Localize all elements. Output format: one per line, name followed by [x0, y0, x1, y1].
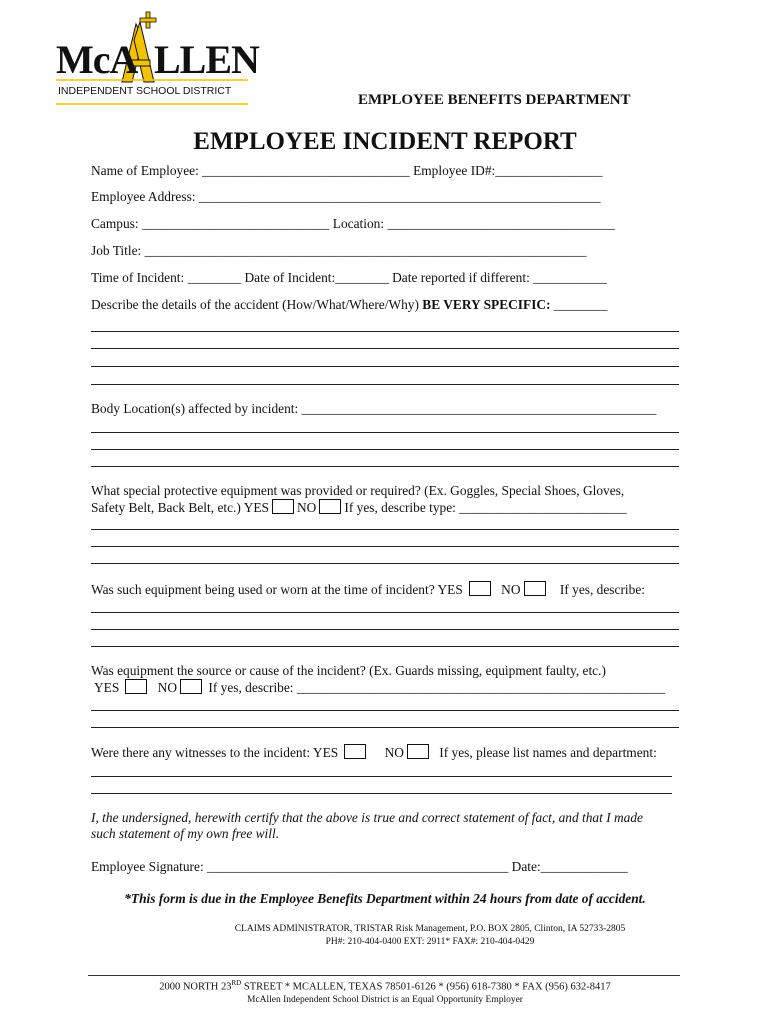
equipment-source-no-label: NO	[157, 680, 178, 695]
logo-wordmark-left: McA	[56, 37, 138, 82]
logo-wordmark-right: LLEN	[154, 37, 259, 82]
equipment-source-describe-field[interactable]: If yes, describe: _______________________________________________________	[208, 680, 666, 695]
body-location-line-2[interactable]	[91, 449, 679, 450]
equipment-source-question: Was equipment the source or cause of the incident? (Ex. Guards missing, equipment faulty, etc.)	[91, 663, 606, 678]
address-ordinal: RD	[231, 979, 242, 987]
witnesses-describe: If yes, please list names and department:	[439, 745, 657, 760]
ppe-answer-row	[91, 499, 627, 516]
body-location-field[interactable]: Body Location(s) affected by incident: _____________________________________________________	[91, 401, 657, 416]
ppe-question: What special protective equipment was provided or required? (Ex. Goggles, Special Shoes, Gloves,	[91, 483, 625, 498]
footer-rule	[88, 975, 680, 976]
equipment-used-describe: If yes, describe:	[559, 582, 646, 597]
equipment-used-line-2[interactable]	[91, 629, 679, 630]
district-logo	[48, 10, 259, 108]
ppe-line-2[interactable]	[91, 546, 679, 547]
equipment-source-yes-checkbox[interactable]	[125, 679, 147, 694]
equipment-used-no-checkbox[interactable]	[524, 581, 546, 596]
district-address	[0, 979, 770, 993]
equipment-used-line-3[interactable]	[91, 646, 679, 647]
address-rest: STREET * MCALLEN, TEXAS 78501-6126 * (956) 618-7380 * FAX (956) 632-8417	[241, 981, 611, 993]
claims-phone: PH#: 210-404-0400 EXT: 2911* FAX#: 210-404-0429	[325, 937, 535, 947]
ppe-line-3[interactable]	[91, 563, 679, 564]
witnesses-line-1[interactable]	[91, 776, 672, 777]
equipment-source-line-1[interactable]	[91, 710, 679, 711]
details-line-2[interactable]	[91, 348, 679, 349]
witnesses-no-checkbox[interactable]	[407, 744, 429, 759]
signature-date-field[interactable]: Employee Signature: _____________________________________________ Date:_____________	[91, 859, 628, 874]
equipment-source-yes-label: YES	[94, 680, 120, 695]
details-prompt-emphasis: BE VERY SPECIFIC:	[422, 297, 551, 312]
equipment-source-no-checkbox[interactable]	[180, 679, 202, 694]
witnesses-question: Were there any witnesses to the incident: YES	[91, 745, 339, 760]
employee-name-field[interactable]: Name of Employee: _______________________________ Employee ID#:________________	[91, 163, 603, 178]
equipment-used-row	[91, 581, 645, 598]
page-title: EMPLOYEE INCIDENT REPORT	[193, 128, 577, 155]
certification-line-1: I, the undersigned, herewith certify that the above is true and correct statement of fact, and that I made	[91, 810, 644, 825]
ppe-line-1[interactable]	[91, 529, 679, 530]
body-location-line-1[interactable]	[91, 432, 679, 433]
equipment-source-row	[94, 679, 665, 696]
incident-time-date-field[interactable]: Time of Incident: ________ Date of Incident:________ Date reported if different: ___________	[91, 270, 607, 285]
details-line-3[interactable]	[91, 366, 679, 367]
witnesses-yes-checkbox[interactable]	[344, 744, 366, 759]
certification-line-2: such statement of my own free will.	[91, 826, 280, 841]
ppe-no-checkbox[interactable]	[319, 499, 341, 514]
due-notice: *This form is due in the Employee Benefits Department within 24 hours from date of accident.	[124, 891, 646, 906]
address-street-number: 2000 NORTH 23	[159, 981, 232, 993]
ppe-describe-field[interactable]: If yes, describe type: _________________________	[344, 500, 627, 515]
details-line-4[interactable]	[91, 384, 679, 385]
witnesses-no-label: NO	[384, 745, 404, 760]
details-line-1[interactable]	[91, 331, 679, 332]
details-prompt-blank: ________	[550, 297, 608, 312]
employee-address-field[interactable]: Employee Address: ____________________________________________________________	[91, 189, 601, 204]
details-prompt-text: Describe the details of the accident (How/What/Where/Why)	[91, 297, 423, 312]
equipment-used-question: Was such equipment being used or worn at the time of incident? YES	[91, 582, 463, 597]
body-location-line-3[interactable]	[91, 466, 679, 467]
job-title-field[interactable]: Job Title: __________________________________________________________________	[91, 243, 587, 258]
witnesses-row	[91, 744, 657, 761]
accident-details-prompt[interactable]	[91, 297, 607, 313]
ppe-yes-label: Safety Belt, Back Belt, etc.) YES	[91, 500, 270, 515]
ppe-no-label: NO	[297, 500, 317, 515]
claims-administrator: CLAIMS ADMINISTRATOR, TRISTAR Risk Management, P.O. BOX 2805, Clinton, IA 52733-2805	[234, 924, 626, 934]
campus-location-field[interactable]: Campus: ____________________________ Location: __________________________________	[91, 216, 616, 231]
logo-district-line: INDEPENDENT SCHOOL DISTRICT	[58, 85, 232, 97]
ppe-yes-checkbox[interactable]	[272, 499, 294, 514]
equipment-used-line-1[interactable]	[91, 612, 679, 613]
equipment-used-yes-checkbox[interactable]	[469, 581, 491, 596]
eeo-statement: McAllen Independent School District is an Equal Opportunity Employer	[247, 995, 523, 1005]
equipment-used-no-label: NO	[501, 582, 521, 597]
witnesses-line-2[interactable]	[91, 793, 672, 794]
equipment-source-line-2[interactable]	[91, 727, 679, 728]
department-heading: EMPLOYEE BENEFITS DEPARTMENT	[358, 92, 631, 108]
